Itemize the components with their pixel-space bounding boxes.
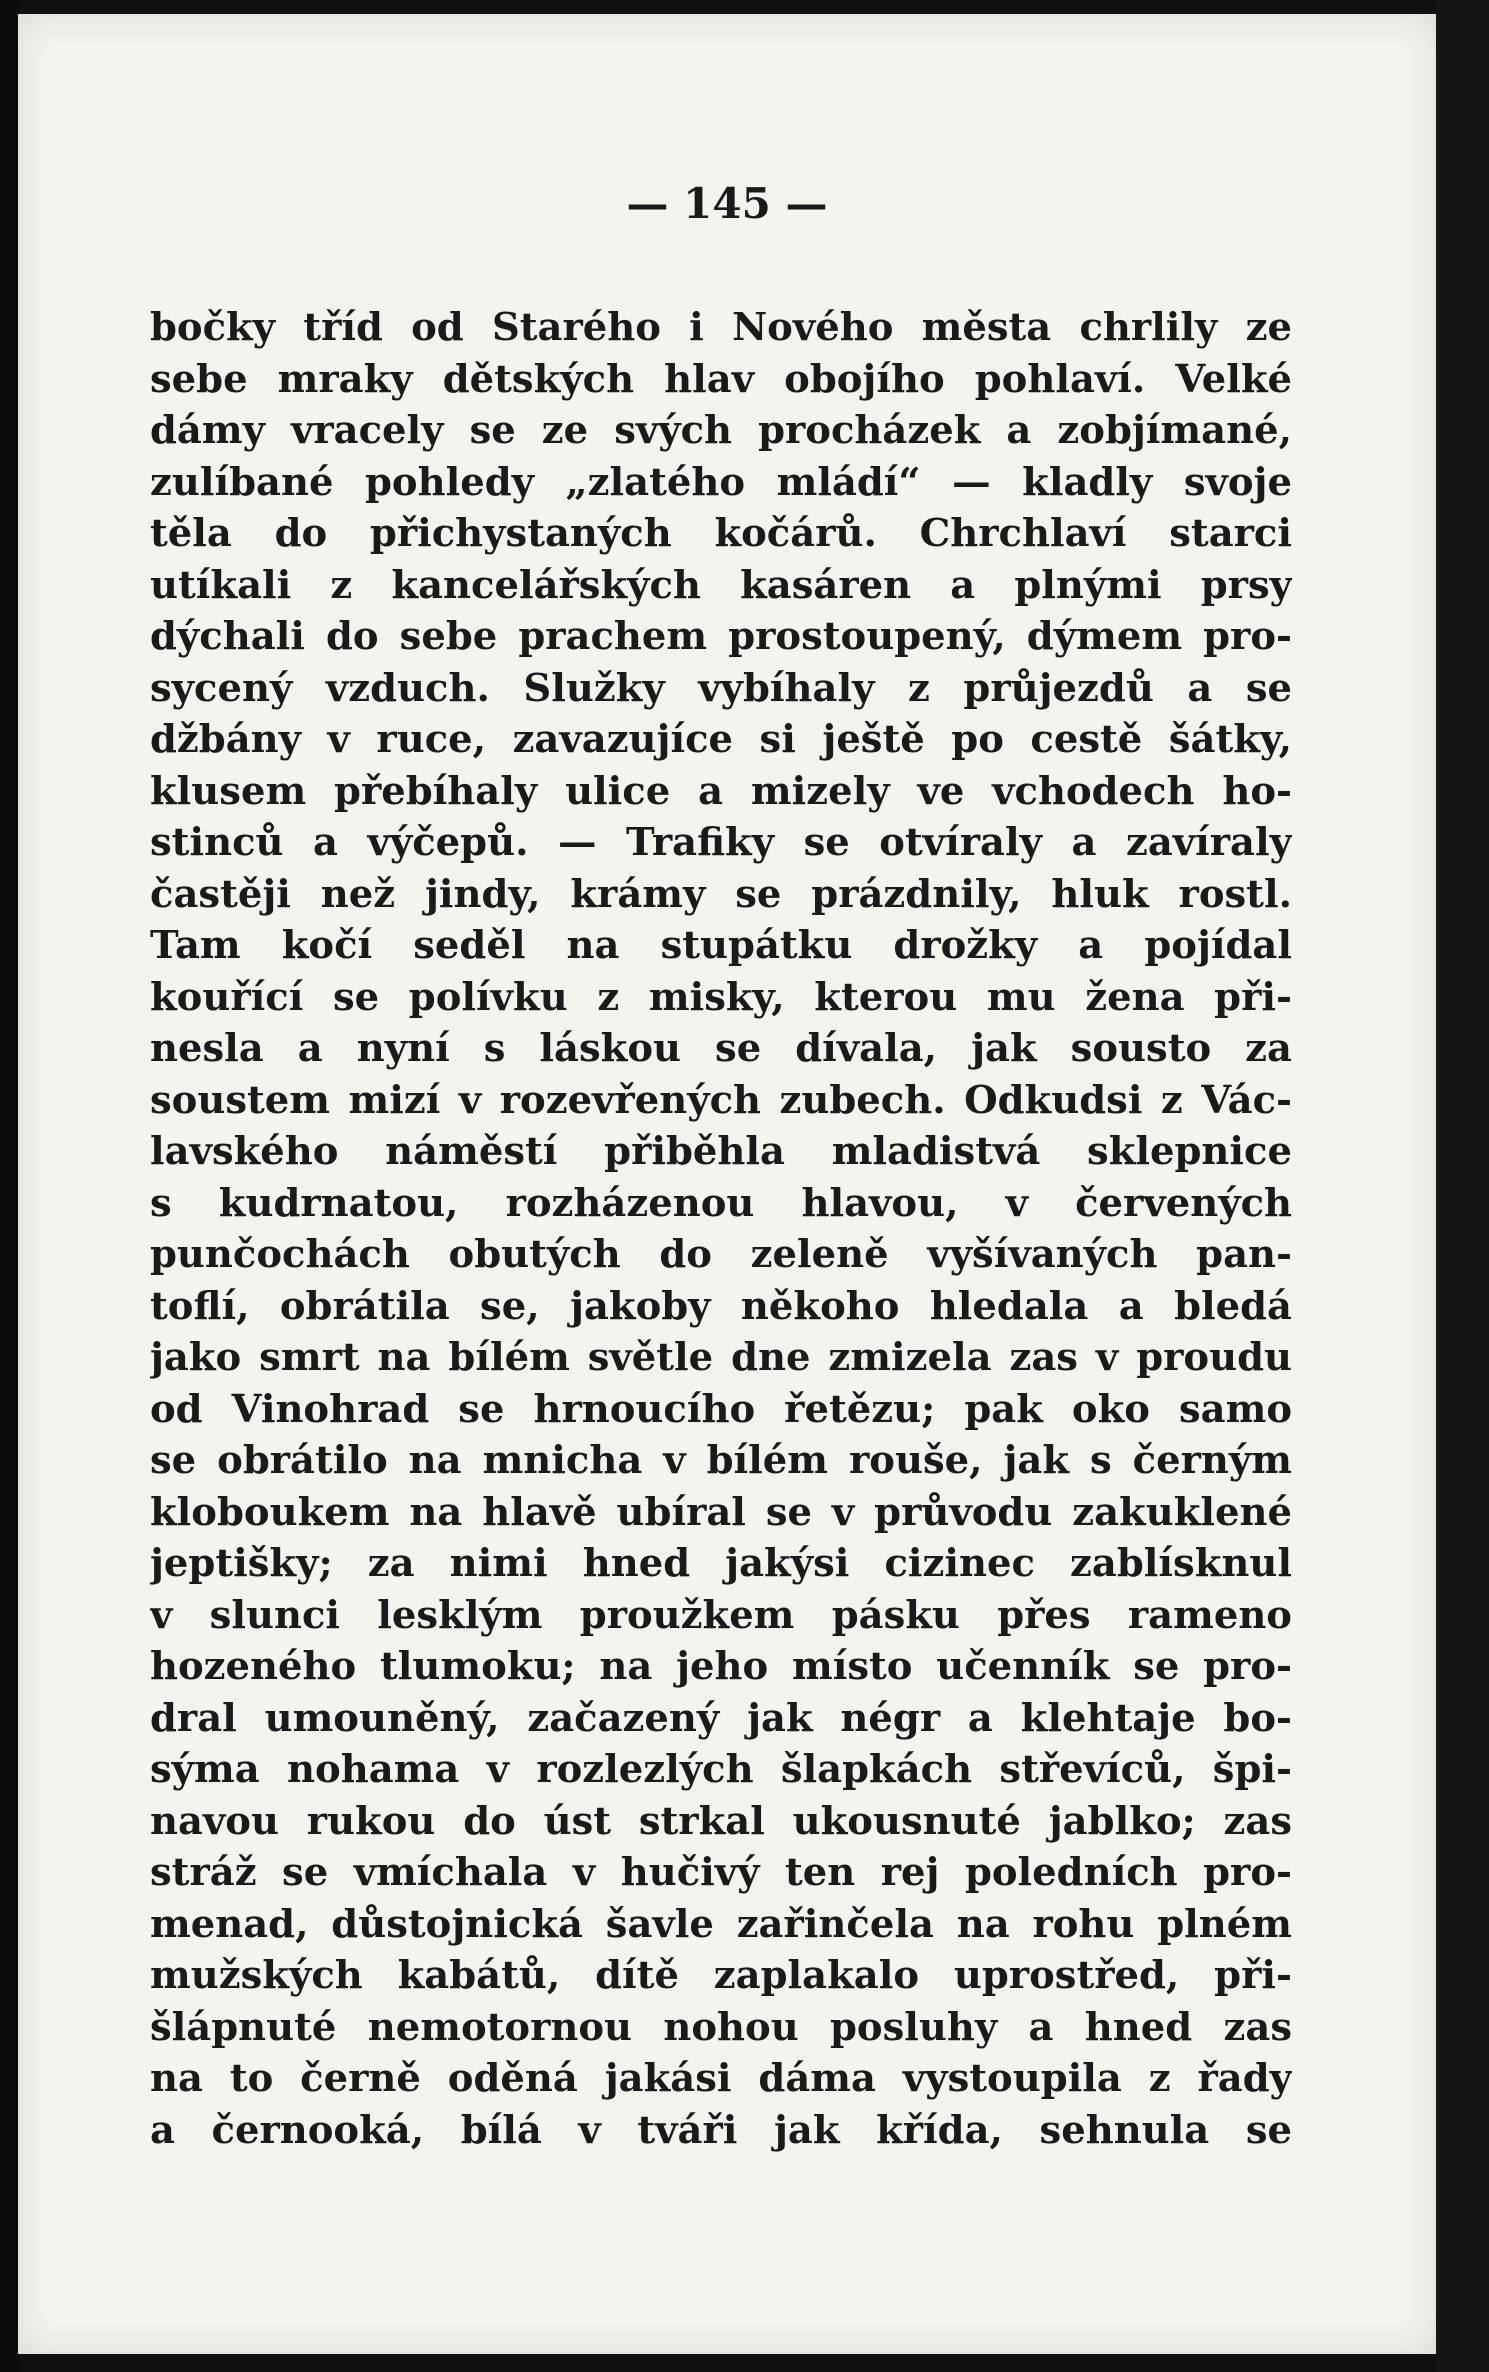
text-line: od Vinohrad se hrnoucího řetězu; pak oko samo [150,1386,1292,1432]
text-line: navou rukou do úst strkal ukousnuté jablko; zas [150,1798,1292,1844]
text-line: bočky tříd od Starého i Nového města chrlily ze [150,305,1292,350]
text-line: se obrátilo na mnicha v bílém rouše, jak s černým [150,1438,1292,1483]
text-line: nesla a nyní s láskou se dívala, jak sousto za [150,1026,1292,1071]
text-line: stinců a výčepů. — Trafiky se otvíraly a zavíraly [150,820,1292,865]
text-line: kouřící se polívku z misky, kterou mu žena při- [150,974,1292,1020]
text-line: Tam kočí seděl na stupátku drožky a pojídal [150,923,1292,968]
text-line: kloboukem na hlavě ubíral se v průvodu zakuklené [150,1489,1292,1535]
body-text [150,302,1292,2156]
text-line: s kudrnatou, rozházenou hlavou, v červených [150,1180,1292,1226]
text-line: těla do přichystaných kočárů. Chrchlaví starci [150,511,1292,556]
text-line: hozeného tlumoku; na jeho místo učenník se pro- [150,1644,1292,1689]
text-line: a černooká, bílá v tváři jak křída, sehnula se [150,2107,1292,2153]
text-line: dral umouněný, začazený jak négr a klehtaje bo- [150,1695,1292,1741]
text-line: dýchali do sebe prachem prostoupený, dýmem pro- [150,614,1292,659]
text-line: sýma nohama v rozlezlých šlapkách střevíců, špi- [150,1747,1292,1792]
text-line: sebe mraky dětských hlav obojího pohlaví. Velké [150,356,1292,402]
text-line: mužských kabátů, dítě zaplakalo uprostřed, při- [150,1953,1292,1998]
text-line: jako smrt na bílém světle dne zmizela zas v proudu [150,1335,1292,1380]
text-line: toflí, obrátila se, jakoby někoho hledala a bledá [150,1283,1292,1329]
text-line: na to černě oděná jakási dáma vystoupila z řady [150,2056,1292,2101]
text-line: stráž se vmíchala v hučivý ten rej poledních pro- [150,1850,1292,1895]
text-line: soustem mizí v rozevřených zubech. Odkudsi z Vác- [150,1077,1292,1123]
text-line: jeptišky; za nimi hned jakýsi cizinec zablísknul [150,1541,1292,1586]
scan-right-edge [1436,0,1489,2372]
text-line: lavského náměstí přiběhla mladistvá sklepnice [150,1129,1292,1174]
text-line: sycený vzduch. Služky vybíhaly z průjezdů a se [150,665,1292,711]
page-number-header: — 145 — [626,179,828,228]
text-line: punčochách obutých do zeleně vyšívaných pan- [150,1232,1292,1277]
text-line: džbány v ruce, zavazujíce si ještě po cestě šátky, [150,717,1292,762]
text-line: častěji než jindy, krámy se prázdnily, hluk rostl. [150,871,1292,917]
text-line: utíkali z kancelářských kasáren a plnými prsy [150,562,1292,608]
text-line: klusem přebíhaly ulice a mizely ve vchodech ho- [150,768,1292,814]
scan-left-edge [0,0,18,2372]
text-line: dámy vracely se ze svých procházek a zobjímané, [150,408,1292,453]
text-line: v slunci lesklým proužkem pásku přes rameno [150,1592,1292,1638]
text-line: šlápnuté nemotornou nohou posluhy a hned zas [150,2004,1292,2050]
text-line: zulíbané pohledy „zlatého mládí“ — kladly svoje [150,459,1292,505]
book-page [18,14,1436,2354]
text-line: menad, důstojnická šavle zařinčela na rohu plném [150,1901,1292,1947]
